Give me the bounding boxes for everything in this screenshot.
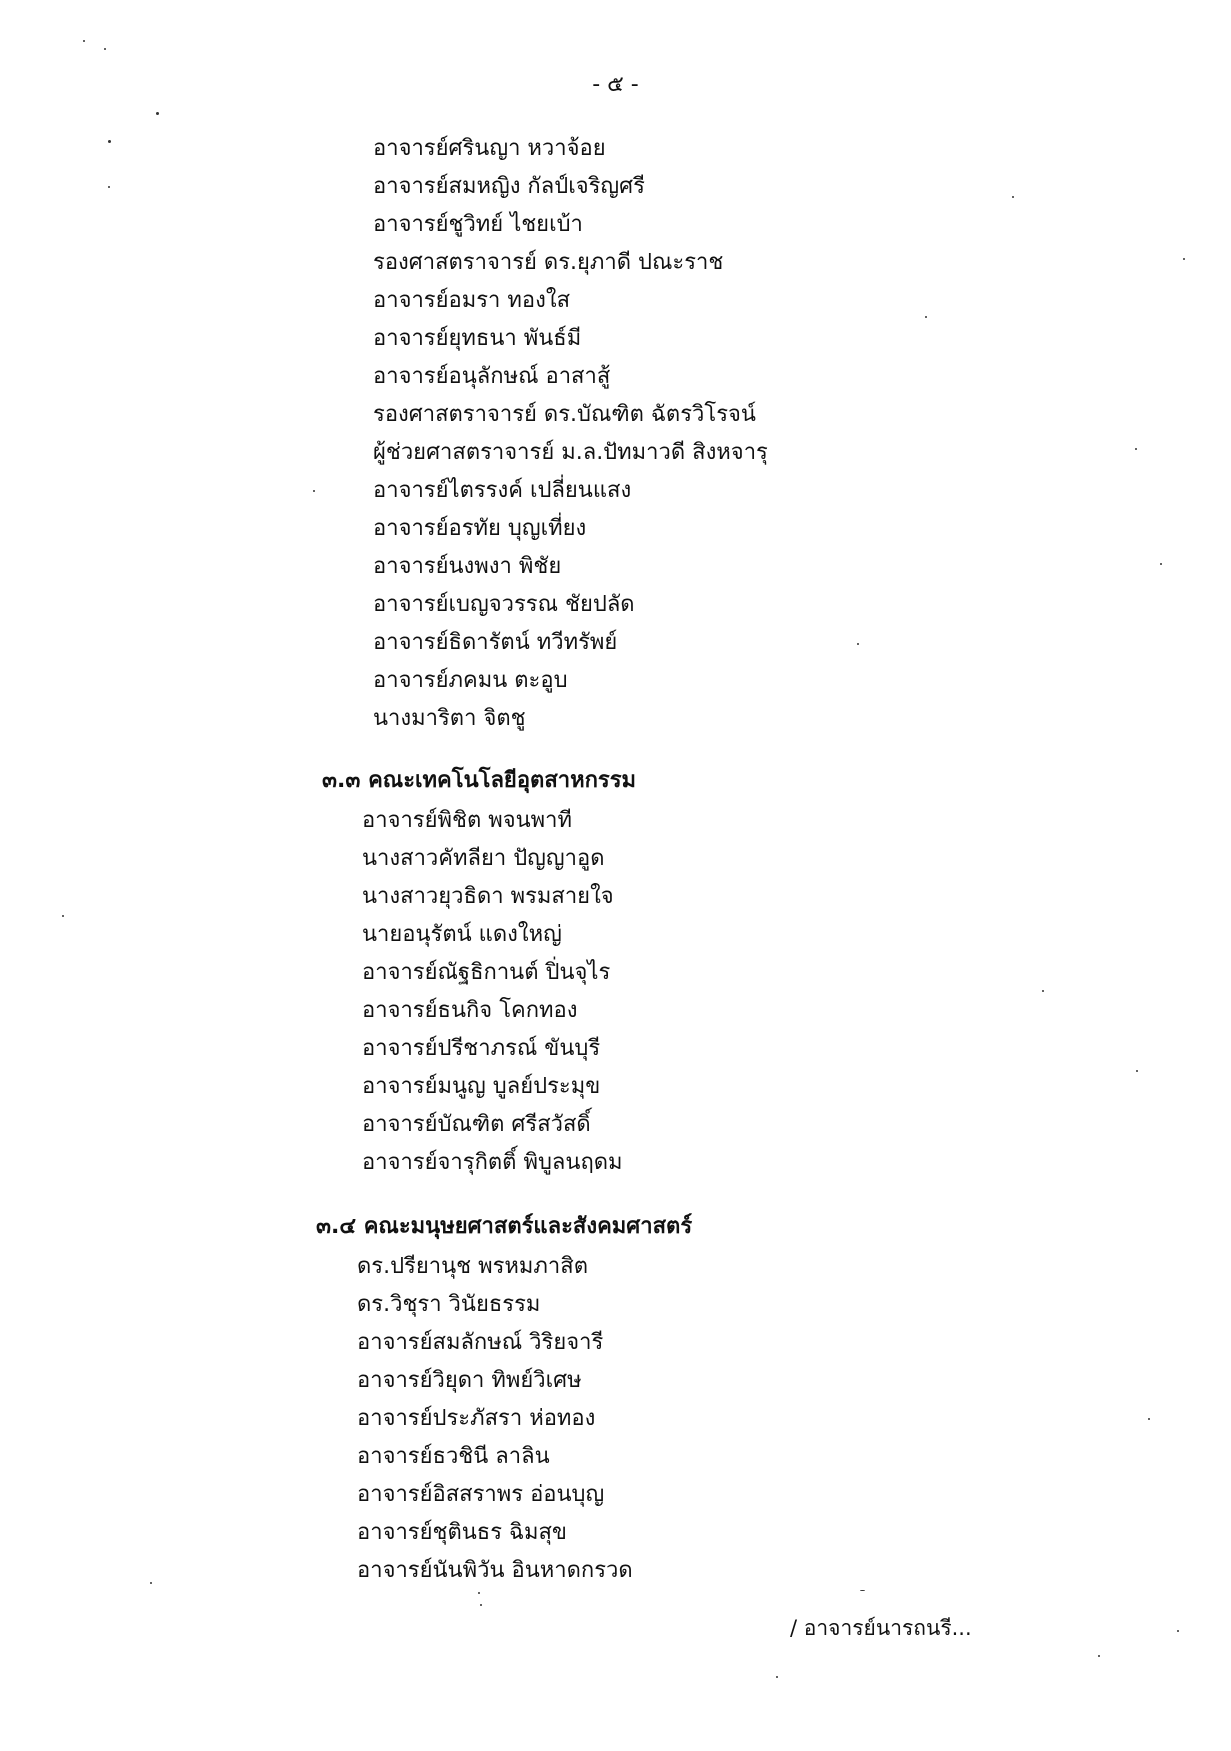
- list-item: นายอนุรัตน์ แดงใหญ่: [362, 922, 562, 947]
- list-item: อาจารย์บัณฑิต ศรีสวัสดิ์: [362, 1112, 591, 1137]
- list-item: อาจารย์พิชิต พจนพาที: [362, 808, 573, 833]
- list-item: อาจารย์อิสสราพร อ่อนบุญ: [357, 1482, 605, 1507]
- scan-speck: [1183, 258, 1185, 260]
- scan-speck: [62, 915, 64, 917]
- list-item: ดร.ปรียานุช พรหมภาสิต: [357, 1254, 588, 1279]
- scan-speck: [1098, 1655, 1100, 1657]
- scan-speck: [1135, 448, 1137, 450]
- list-item: อาจารย์อมรา ทองใส: [373, 288, 571, 313]
- list-item: อาจารย์ชุตินธร ฉิมสุข: [357, 1520, 567, 1545]
- list-item: อาจารย์เบญจวรรณ ชัยปลัด: [373, 592, 635, 617]
- name-list-section-3-2-continued: [373, 130, 768, 738]
- continuation-note: / อาจารย์นารถนรี...: [790, 1616, 972, 1640]
- scan-speck: [108, 186, 110, 188]
- name-list-section-3-3: [362, 802, 623, 1182]
- scan-speck: [1042, 990, 1044, 992]
- list-item: อาจารย์ไตรรงค์ เปลี่ยนแสง: [373, 478, 632, 503]
- list-item: อาจารย์นันพิวัน อินหาดกรวด: [357, 1558, 633, 1583]
- list-item: อาจารย์ปรีชาภรณ์ ขันบุรี: [362, 1036, 601, 1061]
- scan-speck: [1160, 563, 1162, 565]
- scan-speck: [480, 1604, 482, 1606]
- list-item: อาจารย์ธวชินี ลาลิน: [357, 1444, 550, 1469]
- scan-speck: [1148, 1418, 1150, 1420]
- list-item: ผู้ช่วยศาสตราจารย์ ม.ล.ปัทมาวดี สิงหจารุ: [373, 440, 768, 465]
- list-item: อาจารย์ยุทธนา พันธ์มี: [373, 326, 582, 351]
- list-item: อาจารย์อนุลักษณ์ อาสาสู้: [373, 364, 611, 389]
- list-item: อาจารย์ประภัสรา ห่อทอง: [357, 1406, 596, 1431]
- list-item: ดร.วิชุรา วินัยธรรม: [357, 1292, 541, 1317]
- scan-speck: [478, 1592, 480, 1594]
- name-list-section-3-4: [357, 1248, 633, 1590]
- scan-speck: [83, 40, 85, 42]
- list-item: อาจารย์มนูญ บูลย์ประมุข: [362, 1074, 601, 1099]
- scan-speck: [1012, 196, 1014, 198]
- list-item: อาจารย์ณัฐธิกานต์ ปิ่นจุไร: [362, 960, 611, 985]
- list-item: รองศาสตราจารย์ ดร.บัณฑิต ฉัตรวิโรจน์: [373, 402, 756, 427]
- scan-speck: [857, 643, 859, 645]
- list-item: อาจารย์ชูวิทย์ ไชยเบ้า: [373, 212, 583, 237]
- list-item: อาจารย์สมหญิง กัลป์เจริญศรี: [373, 174, 645, 199]
- list-item: อาจารย์ธิดารัตน์ ทวีทรัพย์: [373, 630, 618, 655]
- list-item: นางสาวยุวธิดา พรมสายใจ: [362, 884, 614, 909]
- list-item: อาจารย์ศรินญา หวาจ้อย: [373, 136, 606, 161]
- list-item: อาจารย์ธนกิจ โคกทอง: [362, 998, 578, 1023]
- list-item: นางมาริตา จิตชู: [373, 706, 526, 731]
- scan-speck: [860, 1590, 865, 1591]
- list-item: อาจารย์อรทัย บุญเที่ยง: [373, 516, 587, 541]
- list-item: อาจารย์ภคมน ตะอูบ: [373, 668, 568, 693]
- list-item: อาจารย์จารุกิตติ์ พิบูลนฤดม: [362, 1150, 623, 1175]
- scan-speck: [776, 1676, 778, 1678]
- list-item: อาจารย์วิยุดา ทิพย์วิเศษ: [357, 1368, 582, 1393]
- scan-speck: [156, 112, 159, 115]
- list-item: อาจารย์นงพงา พิชัย: [373, 554, 562, 579]
- list-item: รองศาสตราจารย์ ดร.ยุภาดี ปณะราช: [373, 250, 724, 275]
- scan-speck: [1177, 1630, 1179, 1632]
- scan-speck: [150, 1582, 152, 1584]
- scan-speck: [925, 316, 927, 318]
- section-heading-3-4: ๓.๔ คณะมนุษยศาสตร์และสังคมศาสตร์: [316, 1214, 693, 1239]
- list-item: นางสาวคัทลียา ปัญญาอูด: [362, 846, 605, 871]
- scan-speck: [104, 48, 106, 50]
- section-heading-3-3: ๓.๓ คณะเทคโนโลยีอุตสาหกรรม: [322, 768, 637, 793]
- list-item: อาจารย์สมลักษณ์ วิริยจารี: [357, 1330, 604, 1355]
- scan-speck: [313, 490, 315, 492]
- page-number: - ๕ -: [592, 72, 639, 97]
- scan-speck: [1136, 1070, 1138, 1072]
- scan-speck: [108, 140, 111, 143]
